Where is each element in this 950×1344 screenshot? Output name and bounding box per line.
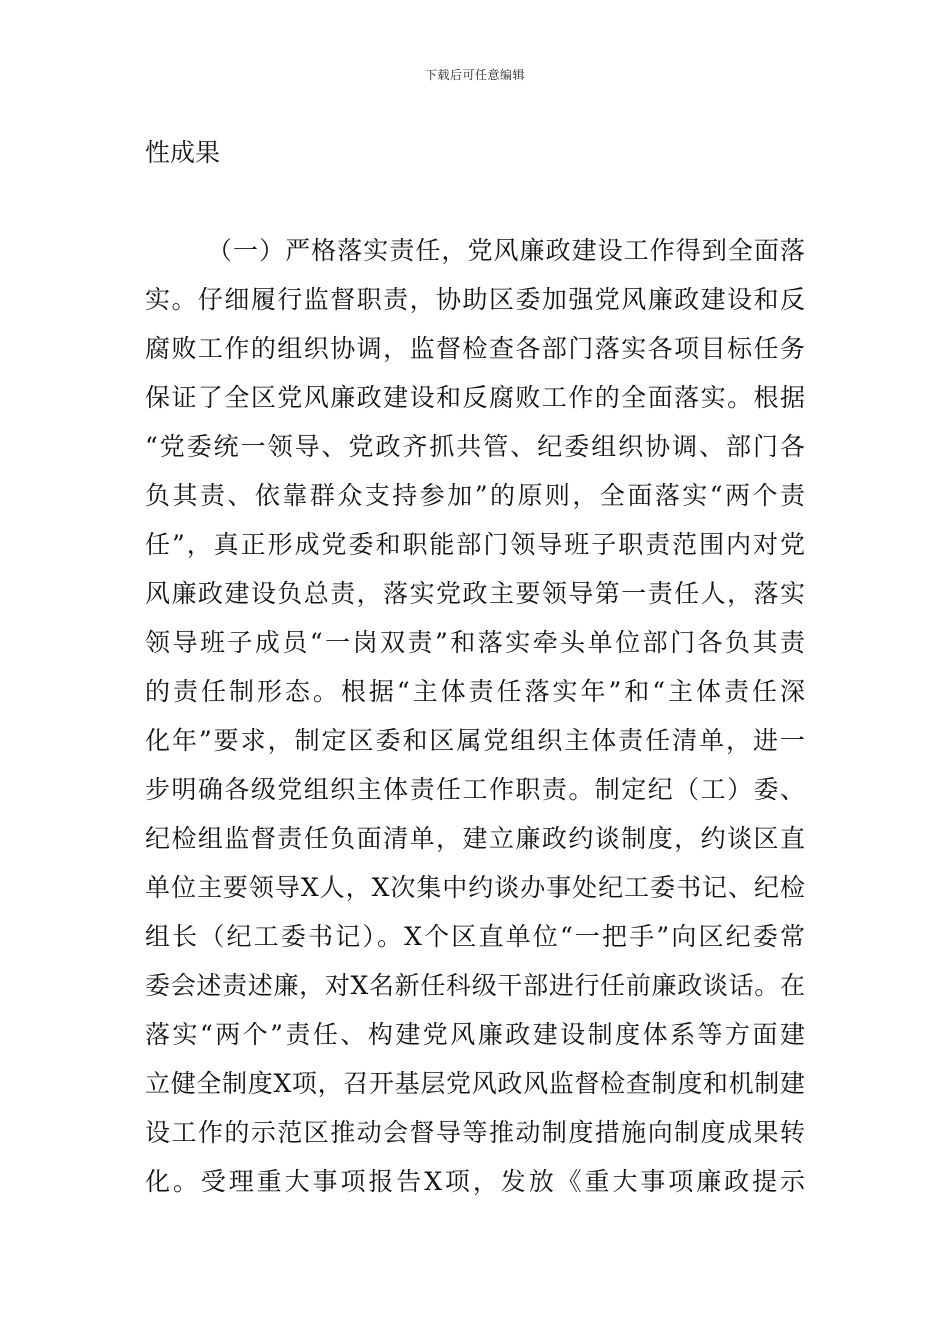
paragraph-line: 保证了全区党风廉政建设和反腐败工作的全面落实。根据 [145, 383, 805, 412]
paragraph-line: 单位主要领导X人，X次集中约谈办事处纪工委书记、纪检 [145, 873, 805, 902]
paragraph [145, 226, 805, 1206]
paragraph-line: 负其责、依靠群众支持参加”的原则，全面落实“两个责 [145, 481, 805, 510]
paragraph-line: 风廉政建设负总责，落实党政主要领导第一责任人，落实 [145, 579, 805, 608]
paragraph-line: 纪检组监督责任负面清单，建立廉政约谈制度，约谈区直 [145, 824, 805, 853]
page-header-note: 下载后可任意编辑 [424, 68, 525, 82]
paragraph-line: 立健全制度X项，召开基层党风政风监督检查制度和机制建 [145, 1069, 805, 1098]
paragraph-line: 任”，真正形成党委和职能部门领导班子职责范围内对党 [145, 530, 805, 559]
paragraph-line: “党委统一领导、党政齐抓共管、纪委组织协调、部门各 [145, 432, 805, 461]
paragraph-line: 步明确各级党组织主体责任工作职责。制定纪（工）委、 [145, 775, 805, 804]
continued-heading-line: 性成果 [145, 138, 221, 167]
paragraph-line: 设工作的示范区推动会督导等推动制度措施向制度成果转 [145, 1118, 805, 1147]
paragraph-line: 化年”要求，制定区委和区属党组织主体责任清单，进一 [145, 726, 805, 755]
paragraph-line: 实。仔细履行监督职责，协助区委加强党风廉政建设和反 [145, 285, 805, 314]
paragraph-line: 腐败工作的组织协调，监督检查各部门落实各项目标任务 [145, 334, 805, 363]
paragraph-line: 组长（纪工委书记）。X个区直单位“一把手”向区纪委常 [145, 922, 805, 951]
paragraph-line: 的责任制形态。根据“主体责任落实年”和“主体责任深 [145, 677, 805, 706]
document-body [145, 128, 805, 1206]
paragraph-line: （一）严格落实责任，党风廉政建设工作得到全面落 [207, 236, 805, 265]
paragraph-gap [145, 177, 805, 226]
paragraph-line: 委会述责述廉，对X名新任科级干部进行任前廉政谈话。在 [145, 971, 805, 1000]
paragraph-line: 落实“两个”责任、构建党风廉政建设制度体系等方面建 [145, 1020, 805, 1049]
paragraph-line: 化。受理重大事项报告X项，发放《重大事项廉政提示 [145, 1167, 805, 1196]
paragraph-line: 领导班子成员“一岗双责”和落实牵头单位部门各负其责 [145, 628, 805, 657]
